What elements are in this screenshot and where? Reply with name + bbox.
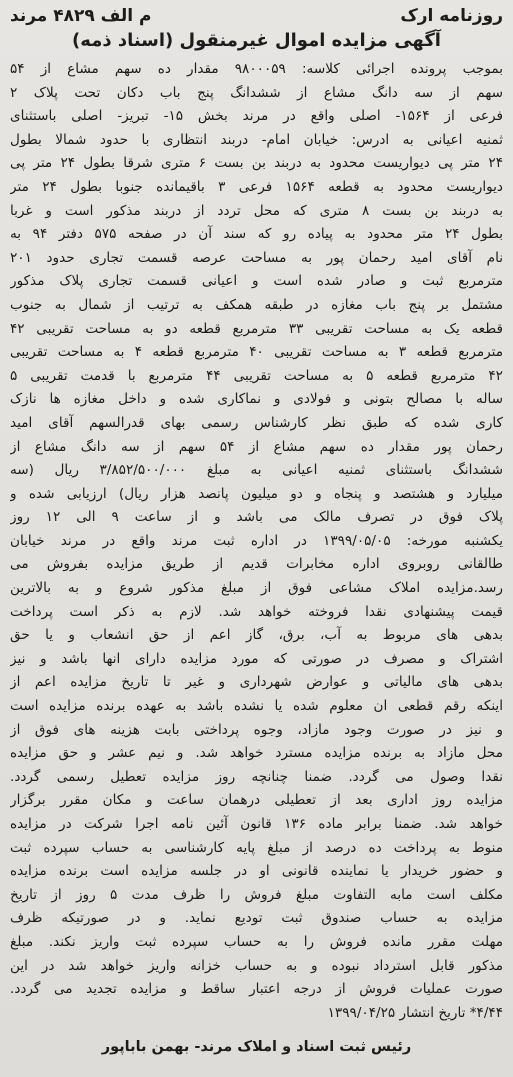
notice-body (10, 58, 503, 1025)
notice-text-line: نقدا وصول می گردد. ضمنا چنانچه روز مزایده تعطیل رسمی گردد. (10, 768, 503, 785)
notice-text-line: مهلت مقرر مانده فروش را به حساب سپرده ثبت واریز نکند. مبلغ (10, 933, 503, 950)
notice-text-line: نام آقای امید رحمان پور به مساحت عرصه قسمت تجاری حدود ۲۰۱ (10, 249, 503, 266)
notice-text-line: قیمت پیشنهادی نقدا فروخته خواهد شد. لازم به ذکر است پرداخت (10, 603, 503, 620)
notice-text-line: صورت عملیات فروش از درجه اعتبار ساقط و مزایده تجدید می گردد. (10, 981, 503, 998)
notice-text-line: به دربند بن بست ۸ متری که محل تردد از دربند مذکور است و غربا (10, 202, 503, 219)
notice-text-line: بدهی های مربوط به آب، برق، گاز اعم از حق انشعاب و یا حق (10, 627, 503, 644)
notice-text-line: منوط به پرداخت ده درصد از مبلغ پایه کارشناسی به حساب سپرده ثبت (10, 839, 503, 856)
notice-text-line: طالقانی روبروی اداره مخابرات قدیم از طریق مزایده بفروش می (10, 556, 503, 573)
notice-text-line: دیواریست محدود به قطعه ۱۵۶۴ فرعی ۳ باقیمانده جنوبا بطول ۲۴ متر (10, 178, 503, 195)
notice-text-line: مزایده روز اداری بعد از تعطیلی درهمان ساعت و مکان مقرر برگزار (10, 792, 503, 809)
notice-text-line: رسد.مزایده املاک مشاعی فوق از مبلغ مذکور شروع و به بالاترین (10, 580, 503, 597)
signature-line: رئیس ثبت اسناد و املاک مرند- بهمن باباپور (101, 1039, 412, 1056)
notice-text-line: میلیارد و هشتصد و پنجاه و دو میلیون پانصد هزار ریال) ارزیابی شده و (10, 485, 503, 502)
notice-text-line: ششدانگ باستثنای ثمنیه اعیانی به مبلغ ۳/۸۵۲/۵۰۰/۰۰۰ ریال (سه (10, 462, 503, 479)
notice-text-line: کاری شده که طبق نظر کارشناس رسمی بهای قدرالسهم آقای امید (10, 414, 503, 431)
notice-text-line: ثمنیه اعیانی به ادرس: خیابان امام- دربند انتظاری با حدود شمالا بطول (10, 131, 503, 148)
notice-text-line: مکلف است مابه التفاوت مبلغ فروش را ظرف مدت ۵ روز از تاریخ (10, 886, 503, 903)
notice-text-line: مشتمل بر پنج باب مغازه در طبقه همکف به ترتیب از شمال به جنوب (10, 296, 503, 313)
notice-text-line: پلاک فوق در تصرف مالک می باشد و از ساعت ۹ الی ۱۲ روز (10, 509, 503, 526)
notice-text-line: مترمربع قطعه ۳ به مساحت تقریبی ۴۰ مترمربع قطعه ۴ به مساحت تقریبی (10, 344, 503, 361)
notice-text-line: مذکور قابل استرداد نبوده و به حساب خزانه واریز خواهد شد در این (10, 957, 503, 974)
notice-text-line: و نیز در صورت وجود مازاد، وجوه پرداختی بابت هزینه های فوق از (10, 721, 503, 738)
notice-text-line: قطعه یک به مساحت تقریبی ۳۳ مترمربع قطعه دو به مساحت تقریبی ۴۲ (10, 320, 503, 337)
notice-text-line: خواهد شد. ضمنا برابر ماده ۱۳۶ قانون آئین نامه اجرا شرکت در مزایده (10, 816, 503, 832)
notice-text-line: بموجب پرونده اجرائی کلاسه: ۹۸۰۰۰۵۹ مقدار ده سهم مشاع از ۵۴ (10, 61, 503, 77)
notice-text-line: محل مازاد به برنده مزایده مسترد خواهد شد. و نیم عشر و حق مزایده (10, 745, 503, 762)
notice-text-line: سهم از سه دانگ مشاع از ششدانگ پنج باب دکان تحت پلاک ۲ (10, 84, 503, 101)
notice-text-line: ۲۴ متر پی دیواریست محدود به دربند بن بست ۶ متری شرقا بطول ۲۴ متر پی (10, 155, 503, 172)
notice-text-line: ۴/۴۴* تاریخ انتشار ۱۳۹۹/۰۴/۲۵ (327, 1004, 503, 1021)
notice-text-line: ساله با مصالح بتونی و فولادی و نماکاری شده و داخل مغازه ها نازک (10, 391, 503, 408)
notice-text-line: بدهی های مالیاتی و عوارض شهرداری و غیر تا تاریخ مزایده اعم از (10, 674, 503, 691)
newspaper-name: روزنامه ارک (400, 6, 503, 26)
notice-title: آگهی مزایده اموال غیرمنقول (اسناد ذمه) (72, 30, 441, 51)
notice-text-line: رحمان پور مقدار ده سهم مشاع از ۵۴ سهم از سه دانگ مشاع از (10, 438, 503, 455)
notice-code: م الف ۴۸۲۹ مرند (10, 6, 152, 26)
notice-text-line: مترمربع ثبت و صادر شده است و اعیانی قسمت تجاری پلاک مذکور (10, 273, 503, 290)
notice-text-line: بطول ۲۴ متر محدود به پیاده رو که سند آن در صفحه ۵۷۵ دفتر ۹۴ به (10, 226, 503, 243)
notice-text-line: فرعی از ۱۵۶۴- اصلی واقع در مرند بخش ۱۵- تبریز- اصلی باستثنای (10, 108, 503, 125)
notice-text-line: مزایده به حساب صندوق ثبت تودیع نماید. و در صورتیکه ظرف (10, 910, 503, 927)
notice-text-line: اشتراک و مصرف در صورتی که مورد مزایده دارای انها باشد و نیز (10, 650, 503, 667)
notice-text-line: و حضور خریدار یا نماینده قانونی او در جلسه مزایده است برنده مزایده (10, 863, 503, 880)
masthead (10, 4, 503, 28)
notice-text-line: ۴۲ مترمربع قطعه ۵ به مساحت تقریبی ۴۴ مترمربع با قدمت تقریبی ۵ (10, 367, 503, 384)
notice-text-line: اینکه رقم قطعی ان معلوم شده یا نشده باشد به عهده برنده مزایده است (10, 698, 503, 715)
notice-text-line: یکشنبه مورخه: ۱۳۹۹/۰۵/۰۵ در اداره ثبت مرند واقع در مرند خیابان (10, 532, 503, 549)
